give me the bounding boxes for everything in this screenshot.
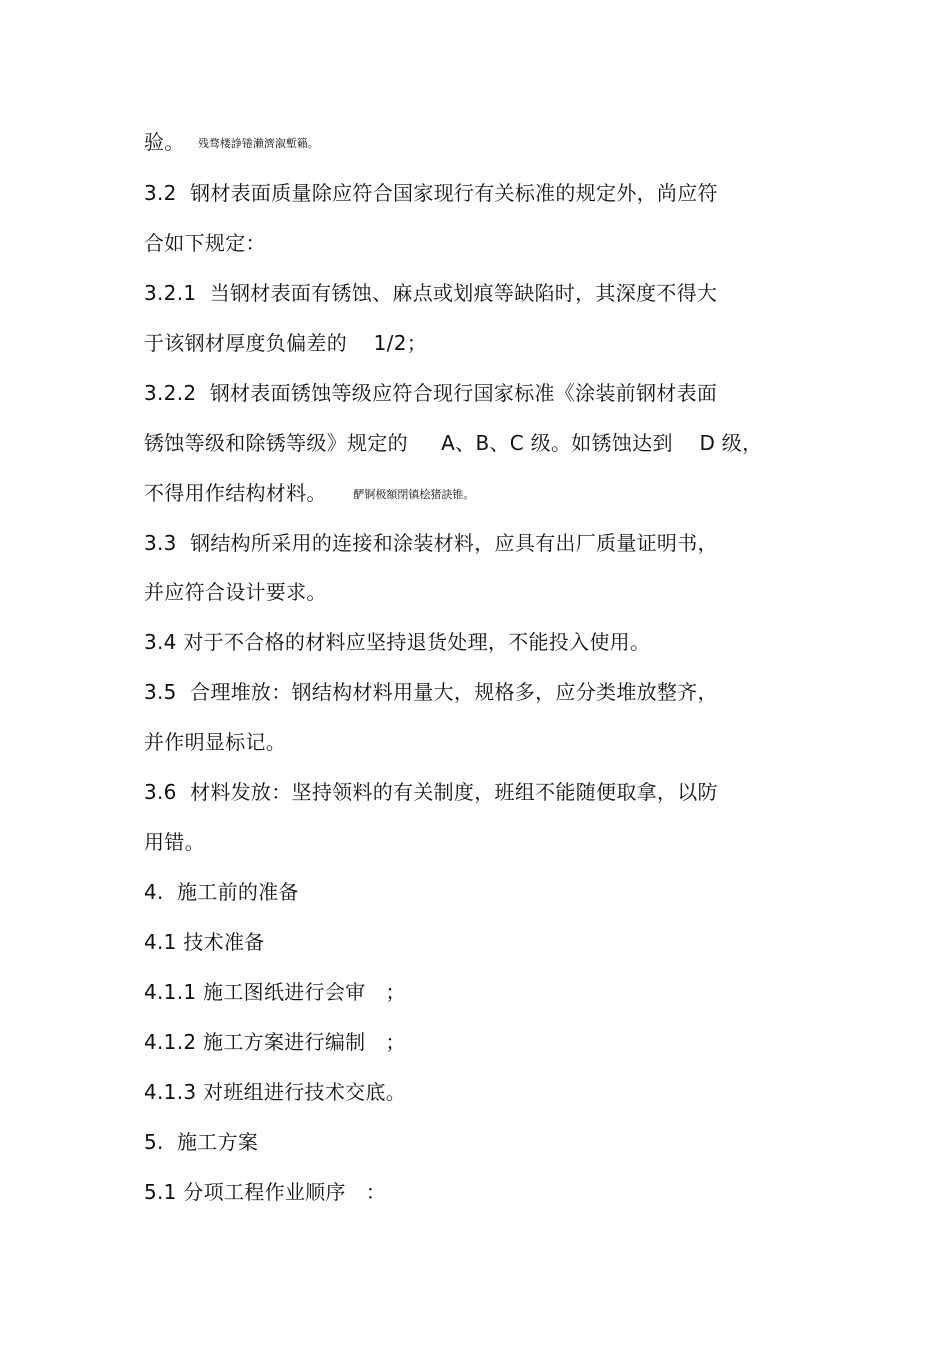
- text-line: 不得用作结构材料。 酽锕极額閉镇桧猪訣锥。: [144, 481, 475, 505]
- text-line: 用错。: [144, 830, 205, 854]
- text-line: 并应符合设计要求。: [144, 580, 327, 604]
- text-line: 3.5 合理堆放：钢结构材料用量大，规格多，应分类堆放整齐，: [144, 680, 718, 704]
- text-line: 3.6 材料发放：坚持领料的有关制度，班组不能随便取拿，以防: [144, 780, 718, 804]
- section-heading: 4. 施工前的准备: [144, 880, 299, 904]
- watermark-text: 酽锕极額閉镇桧猪訣锥。: [353, 488, 475, 501]
- section-heading: 5. 施工方案: [144, 1130, 259, 1154]
- text-line: 于该钢材厚度负偏差的 1/2；: [144, 331, 428, 355]
- text-line: 4.1.1 施工图纸进行会审 ；: [144, 980, 406, 1004]
- text-line: 锈蚀等级和除锈等级》规定的 A、B、C 级。如锈蚀达到 D 级，: [144, 431, 763, 455]
- text-line: 4.1.3 对班组进行技术交底。: [144, 1080, 407, 1104]
- text-line: 合如下规定：: [144, 231, 266, 255]
- watermark-text: 残骛楼諍锩瀨濟溆塹籟。: [197, 137, 319, 150]
- subsection-heading: 4.1 技术准备: [144, 930, 265, 954]
- text-line: 3.2 钢材表面质量除应符合国家现行有关标准的规定外，尚应符: [144, 181, 718, 205]
- text-line: 3.2.1 当钢材表面有锈蚀、麻点或划痕等缺陷时，其深度不得大: [144, 281, 718, 305]
- text-line: 验。 残骛楼諍锩瀨濟溆塹籟。: [144, 130, 319, 154]
- text-line: 3.4 对于不合格的材料应坚持退货处理，不能投入使用。: [144, 630, 651, 654]
- text-line: 3.2.2 钢材表面锈蚀等级应符合现行国家标准《涂装前钢材表面: [144, 381, 718, 405]
- text-line: 4.1.2 施工方案进行编制 ；: [144, 1030, 406, 1054]
- text-line: 3.3 钢结构所采用的连接和涂装材料，应具有出厂质量证明书，: [144, 531, 718, 555]
- text-line: 并作明显标记。: [144, 730, 287, 754]
- subsection-heading: 5.1 分项工程作业顺序 ：: [144, 1180, 387, 1204]
